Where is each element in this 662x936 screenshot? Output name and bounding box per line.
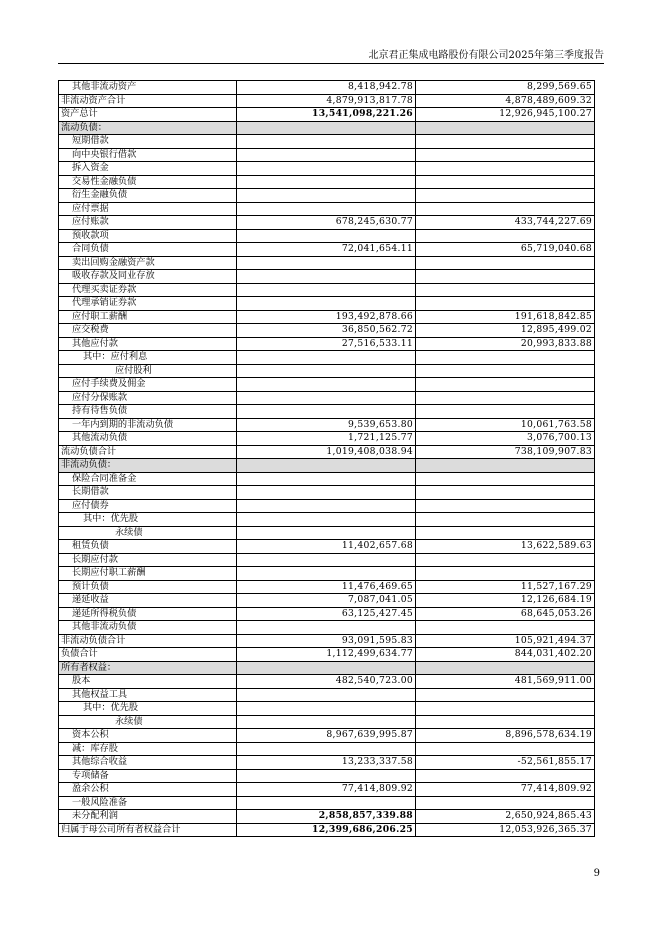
current-period-value (237, 567, 416, 581)
row-label: 负债合计 (59, 648, 237, 662)
row-label: 拆入资金 (59, 162, 237, 176)
prior-period-value: 20,993,833.88 (416, 337, 595, 351)
prior-period-value (416, 499, 595, 513)
row-label: 归属于母公司所有者权益合计 (59, 823, 237, 837)
table-row (59, 418, 595, 432)
section-header-row (59, 661, 595, 675)
row-label: 保险合同准备金 (59, 472, 237, 486)
row-label: 其他综合收益 (59, 756, 237, 770)
table-row (59, 607, 595, 621)
prior-period-value (416, 283, 595, 297)
row-label: 预计负债 (59, 580, 237, 594)
table-row (59, 702, 595, 716)
table-row (59, 675, 595, 689)
prior-period-value: 738,109,907.83 (416, 445, 595, 459)
table-row (59, 337, 595, 351)
row-label: 其他流动负债 (59, 432, 237, 446)
prior-period-value (416, 553, 595, 567)
row-label: 代理承销证券款 (59, 297, 237, 311)
current-period-value: 193,492,878.66 (237, 310, 416, 324)
table-row (59, 796, 595, 810)
table-row (59, 243, 595, 257)
current-period-value: 1,112,499,634.77 (237, 648, 416, 662)
current-period-value (237, 148, 416, 162)
table-row (59, 216, 595, 230)
table-row (59, 729, 595, 743)
current-period-value (237, 283, 416, 297)
prior-period-value (416, 121, 595, 135)
row-label: 递延所得税负债 (59, 607, 237, 621)
prior-period-value (416, 148, 595, 162)
prior-period-value: 10,061,763.58 (416, 418, 595, 432)
row-label: 其中：优先股 (59, 702, 237, 716)
current-period-value: 27,516,533.11 (237, 337, 416, 351)
prior-period-value (416, 135, 595, 149)
row-label: 短期借款 (59, 135, 237, 149)
table-row (59, 513, 595, 527)
table-row (59, 189, 595, 203)
prior-period-value: 844,031,402.20 (416, 648, 595, 662)
prior-period-value: -52,561,855.17 (416, 756, 595, 770)
prior-period-value: 8,896,578,634.19 (416, 729, 595, 743)
table-row (59, 756, 595, 770)
current-period-value: 13,233,337.58 (237, 756, 416, 770)
current-period-value (237, 553, 416, 567)
prior-period-value (416, 202, 595, 216)
row-label: 预收款项 (59, 229, 237, 243)
row-label: 一年内到期的非流动负债 (59, 418, 237, 432)
current-period-value: 63,125,427.45 (237, 607, 416, 621)
current-period-value (237, 270, 416, 284)
balance-sheet-body (59, 81, 595, 837)
table-row (59, 567, 595, 581)
table-row (59, 81, 595, 95)
current-period-value (237, 364, 416, 378)
prior-period-value: 105,921,494.37 (416, 634, 595, 648)
table-row (59, 310, 595, 324)
row-label: 流动负债合计 (59, 445, 237, 459)
current-period-value: 1,721,125.77 (237, 432, 416, 446)
row-label: 长期应付款 (59, 553, 237, 567)
row-label: 其中：应付利息 (59, 351, 237, 365)
current-period-value (237, 135, 416, 149)
current-period-value (237, 621, 416, 635)
table-row (59, 94, 595, 108)
row-label: 合同负债 (59, 243, 237, 257)
current-period-value (237, 391, 416, 405)
row-label: 所有者权益： (59, 661, 237, 675)
row-label: 应交税费 (59, 324, 237, 338)
prior-period-value: 12,126,684.19 (416, 594, 595, 608)
current-period-value: 7,087,041.05 (237, 594, 416, 608)
current-period-value (237, 486, 416, 500)
prior-period-value: 433,744,227.69 (416, 216, 595, 230)
current-period-value: 2,858,857,339.88 (237, 810, 416, 824)
row-label: 其他权益工具 (59, 688, 237, 702)
current-period-value (237, 472, 416, 486)
current-period-value (237, 742, 416, 756)
table-row (59, 202, 595, 216)
row-label: 盈余公积 (59, 783, 237, 797)
prior-period-value (416, 715, 595, 729)
prior-period-value: 481,569,911.00 (416, 675, 595, 689)
row-label: 持有待售负债 (59, 405, 237, 419)
row-label: 其他非流动资产 (59, 81, 237, 95)
prior-period-value: 68,645,053.26 (416, 607, 595, 621)
table-row (59, 148, 595, 162)
prior-period-value (416, 162, 595, 176)
prior-period-value (416, 364, 595, 378)
table-row (59, 715, 595, 729)
header-divider (58, 63, 604, 64)
table-row (59, 378, 595, 392)
prior-period-value: 65,719,040.68 (416, 243, 595, 257)
current-period-value: 77,414,809.92 (237, 783, 416, 797)
prior-period-value (416, 175, 595, 189)
balance-sheet-table (58, 80, 595, 837)
current-period-value (237, 459, 416, 473)
prior-period-value: 2,650,924,865.43 (416, 810, 595, 824)
table-row (59, 769, 595, 783)
current-period-value (237, 378, 416, 392)
current-period-value: 8,967,639,995.87 (237, 729, 416, 743)
current-period-value (237, 702, 416, 716)
prior-period-value: 4,878,489,609.32 (416, 94, 595, 108)
row-label: 应付手续费及佣金 (59, 378, 237, 392)
row-label: 应付职工薪酬 (59, 310, 237, 324)
current-period-value (237, 405, 416, 419)
prior-period-value (416, 189, 595, 203)
prior-period-value (416, 769, 595, 783)
table-row (59, 256, 595, 270)
current-period-value (237, 121, 416, 135)
row-label: 专项储备 (59, 769, 237, 783)
prior-period-value: 8,299,569.65 (416, 81, 595, 95)
current-period-value (237, 297, 416, 311)
current-period-value (237, 769, 416, 783)
prior-period-value: 12,895,499.02 (416, 324, 595, 338)
row-label: 资产总计 (59, 108, 237, 122)
page-number: 9 (593, 868, 600, 879)
table-row (59, 351, 595, 365)
current-period-value (237, 513, 416, 527)
prior-period-value (416, 229, 595, 243)
prior-period-value (416, 486, 595, 500)
current-period-value: 482,540,723.00 (237, 675, 416, 689)
current-period-value (237, 175, 416, 189)
current-period-value (237, 256, 416, 270)
row-label: 应付股利 (59, 364, 237, 378)
prior-period-value: 13,622,589.63 (416, 540, 595, 554)
prior-period-value: 3,076,700.13 (416, 432, 595, 446)
table-row (59, 364, 595, 378)
current-period-value: 13,541,098,221.26 (237, 108, 416, 122)
current-period-value: 11,476,469.65 (237, 580, 416, 594)
table-row (59, 432, 595, 446)
prior-period-value (416, 567, 595, 581)
table-row (59, 297, 595, 311)
table-row (59, 499, 595, 513)
prior-period-value: 77,414,809.92 (416, 783, 595, 797)
table-row (59, 162, 595, 176)
current-period-value (237, 499, 416, 513)
table-row (59, 621, 595, 635)
row-label: 永续债 (59, 526, 237, 540)
row-label: 非流动资产合计 (59, 94, 237, 108)
table-row (59, 742, 595, 756)
prior-period-value (416, 378, 595, 392)
current-period-value: 8,418,942.78 (237, 81, 416, 95)
table-row (59, 783, 595, 797)
row-label: 非流动负债合计 (59, 634, 237, 648)
current-period-value (237, 661, 416, 675)
table-row (59, 594, 595, 608)
row-label: 应付债券 (59, 499, 237, 513)
row-label: 流动负债： (59, 121, 237, 135)
current-period-value (237, 526, 416, 540)
table-row (59, 391, 595, 405)
current-period-value (237, 715, 416, 729)
table-row (59, 270, 595, 284)
section-header-row (59, 121, 595, 135)
current-period-value: 72,041,654.11 (237, 243, 416, 257)
current-period-value: 11,402,657.68 (237, 540, 416, 554)
row-label: 其他应付款 (59, 337, 237, 351)
row-label: 应付账款 (59, 216, 237, 230)
report-header-title: 北京君正集成电路股份有限公司2025年第三季度报告 (368, 50, 604, 61)
table-row (59, 526, 595, 540)
prior-period-value (416, 796, 595, 810)
prior-period-value: 12,053,926,365.37 (416, 823, 595, 837)
current-period-value (237, 688, 416, 702)
current-period-value: 93,091,595.83 (237, 634, 416, 648)
row-label: 应付分保账款 (59, 391, 237, 405)
current-period-value (237, 229, 416, 243)
table-row (59, 108, 595, 122)
table-row (59, 823, 595, 837)
current-period-value: 12,399,686,206.25 (237, 823, 416, 837)
prior-period-value (416, 297, 595, 311)
row-label: 卖出回购金融资产款 (59, 256, 237, 270)
current-period-value: 1,019,408,038.94 (237, 445, 416, 459)
prior-period-value (416, 688, 595, 702)
prior-period-value (416, 256, 595, 270)
table-row (59, 648, 595, 662)
current-period-value (237, 189, 416, 203)
row-label: 未分配利润 (59, 810, 237, 824)
table-row (59, 405, 595, 419)
prior-period-value (416, 391, 595, 405)
current-period-value: 9,539,653.80 (237, 418, 416, 432)
prior-period-value (416, 742, 595, 756)
prior-period-value: 12,926,945,100.27 (416, 108, 595, 122)
row-label: 应付票据 (59, 202, 237, 216)
table-row (59, 486, 595, 500)
row-label: 租赁负债 (59, 540, 237, 554)
table-row (59, 445, 595, 459)
table-row (59, 175, 595, 189)
row-label: 非流动负债： (59, 459, 237, 473)
row-label: 长期借款 (59, 486, 237, 500)
row-label: 减：库存股 (59, 742, 237, 756)
row-label: 股本 (59, 675, 237, 689)
current-period-value (237, 351, 416, 365)
table-row (59, 540, 595, 554)
table-row (59, 472, 595, 486)
table-row (59, 229, 595, 243)
current-period-value (237, 162, 416, 176)
current-period-value: 36,850,562.72 (237, 324, 416, 338)
current-period-value (237, 796, 416, 810)
row-label: 交易性金融负债 (59, 175, 237, 189)
row-label: 向中央银行借款 (59, 148, 237, 162)
prior-period-value (416, 351, 595, 365)
row-label: 代理买卖证券款 (59, 283, 237, 297)
row-label: 递延收益 (59, 594, 237, 608)
prior-period-value (416, 472, 595, 486)
prior-period-value (416, 702, 595, 716)
table-row (59, 135, 595, 149)
row-label: 一般风险准备 (59, 796, 237, 810)
row-label: 资本公积 (59, 729, 237, 743)
table-row (59, 324, 595, 338)
prior-period-value (416, 405, 595, 419)
row-label: 其中：优先股 (59, 513, 237, 527)
row-label: 长期应付职工薪酬 (59, 567, 237, 581)
row-label: 其他非流动负债 (59, 621, 237, 635)
table-row (59, 553, 595, 567)
prior-period-value (416, 513, 595, 527)
table-row (59, 810, 595, 824)
table-row (59, 580, 595, 594)
table-row (59, 283, 595, 297)
table-row (59, 634, 595, 648)
row-label: 吸收存款及同业存放 (59, 270, 237, 284)
prior-period-value: 191,618,842.85 (416, 310, 595, 324)
section-header-row (59, 459, 595, 473)
prior-period-value (416, 270, 595, 284)
current-period-value: 4,879,913,817.78 (237, 94, 416, 108)
prior-period-value (416, 459, 595, 473)
row-label: 永续债 (59, 715, 237, 729)
row-label: 衍生金融负债 (59, 189, 237, 203)
prior-period-value: 11,527,167.29 (416, 580, 595, 594)
prior-period-value (416, 621, 595, 635)
prior-period-value (416, 661, 595, 675)
table-row (59, 688, 595, 702)
prior-period-value (416, 526, 595, 540)
current-period-value (237, 202, 416, 216)
current-period-value: 678,245,630.77 (237, 216, 416, 230)
